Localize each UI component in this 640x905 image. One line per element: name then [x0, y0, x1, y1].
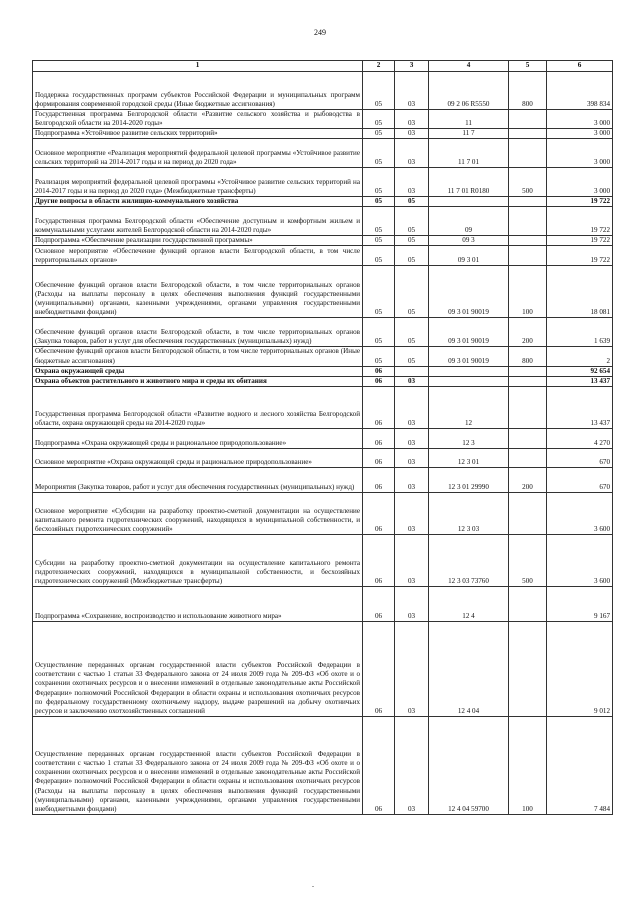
cell-subsection: 05	[395, 266, 429, 318]
cell-section: 05	[363, 318, 395, 347]
cell-amount: 19 722	[547, 197, 613, 207]
cell-subsection: 05	[395, 246, 429, 266]
cell-section: 06	[363, 467, 395, 492]
cell-expense-type: 100	[509, 716, 547, 814]
cell-section: 05	[363, 72, 395, 110]
header-col-2: 2	[363, 61, 395, 72]
cell-amount: 670	[547, 467, 613, 492]
cell-subsection: 03	[395, 621, 429, 716]
cell-target-article: 11 7	[429, 129, 509, 139]
cell-amount: 13 437	[547, 386, 613, 428]
cell-section: 05	[363, 168, 395, 197]
cell-subsection: 03	[395, 492, 429, 534]
table-row	[33, 448, 613, 467]
cell-target-article: 09 3 01 90019	[429, 347, 509, 366]
table-row	[33, 621, 613, 716]
cell-name: Государственная программа Белгородской области «Обеспечение доступным и комфортным жильем и коммунальными услугами жителей Белгородской области на 2014-2020 годы»	[33, 207, 363, 236]
cell-name: Обеспечение функций органов власти Белгородской области, в том числе территориальных органов (Закупка товаров, работ и услуг для обеспечения государственных (муниципальных) нужд)	[33, 318, 363, 347]
header-row	[33, 61, 613, 72]
cell-amount: 398 834	[547, 72, 613, 110]
budget-table	[32, 60, 613, 815]
cell-expense-type	[509, 621, 547, 716]
cell-section: 05	[363, 129, 395, 139]
cell-target-article: 11	[429, 110, 509, 129]
cell-name: Реализация мероприятий федеральной целевой программы «Устойчивое развитие сельских территорий на 2014-2017 годы и на период до 2020 года» (Межбюджетные трансферты)	[33, 168, 363, 197]
cell-subsection: 03	[395, 72, 429, 110]
cell-amount: 3 000	[547, 110, 613, 129]
cell-expense-type: 200	[509, 318, 547, 347]
cell-subsection: 03	[395, 168, 429, 197]
page-number: 249	[314, 28, 326, 37]
cell-section: 06	[363, 492, 395, 534]
cell-subsection: 03	[395, 386, 429, 428]
cell-expense-type: 500	[509, 168, 547, 197]
cell-amount: 4 270	[547, 428, 613, 448]
cell-name: Основное мероприятие «Реализация мероприятий федеральной целевой программы «Устойчивое развитие сельских территорий на 2014-2017 годы и на период до 2020 года»	[33, 139, 363, 168]
cell-target-article: 09	[429, 207, 509, 236]
cell-expense-type	[509, 110, 547, 129]
cell-name: Другие вопросы в области жилищно-коммунального хозяйства	[33, 197, 363, 207]
header-col-4: 4	[429, 61, 509, 72]
cell-target-article	[429, 197, 509, 207]
cell-amount: 9 012	[547, 621, 613, 716]
cell-target-article: 12 4 04 59700	[429, 716, 509, 814]
cell-expense-type	[509, 246, 547, 266]
cell-expense-type	[509, 207, 547, 236]
cell-target-article: 09 3 01 90019	[429, 318, 509, 347]
table-row	[33, 492, 613, 534]
cell-amount: 3 600	[547, 492, 613, 534]
cell-amount: 1 639	[547, 318, 613, 347]
cell-target-article: 09 3 01 90019	[429, 266, 509, 318]
cell-target-article	[429, 366, 509, 376]
cell-name: Осуществление переданных органам государственной власти субъектов Российской Федерации в соответствии с частью 1 статьи 33 Федерального закона от 24 июля 2009 года № 209-ФЗ «Об охоте и о сохранении охотничьих ресурсов и о внесении изменений в отдельные законодательные акты Российской Федерации» полномочий Российской Федерации в области охраны и использования охотничьих ресурсов (Расходы на выплаты персоналу в целях обеспечения выполнения функций государственными (муниципальными) органами, казенными учреждениями, органами управления государственными внебюджетными фондами)	[33, 716, 363, 814]
table-row	[33, 207, 613, 236]
table-row	[33, 168, 613, 197]
cell-expense-type	[509, 236, 547, 246]
cell-name: Основное мероприятие «Охрана окружающей среды и рациональное природопользование»	[33, 448, 363, 467]
cell-name: Подпрограмма «Обеспечение реализации государственной программы»	[33, 236, 363, 246]
table-row	[33, 467, 613, 492]
cell-expense-type: 800	[509, 72, 547, 110]
table-row	[33, 197, 613, 207]
cell-section: 05	[363, 207, 395, 236]
cell-expense-type	[509, 492, 547, 534]
cell-subsection: 05	[395, 347, 429, 366]
cell-target-article	[429, 376, 509, 386]
cell-name: Подпрограмма «Сохранение, воспроизводство и использование животного мира»	[33, 586, 363, 621]
cell-section: 06	[363, 621, 395, 716]
cell-target-article: 09 2 06 R5550	[429, 72, 509, 110]
table-row	[33, 534, 613, 586]
cell-expense-type: 200	[509, 467, 547, 492]
cell-section: 06	[363, 716, 395, 814]
cell-expense-type	[509, 376, 547, 386]
cell-name: Основное мероприятие «Обеспечение функций органов власти Белгородской области, в том числе территориальных органов»	[33, 246, 363, 266]
cell-amount: 3 600	[547, 534, 613, 586]
cell-section: 05	[363, 110, 395, 129]
cell-expense-type	[509, 586, 547, 621]
cell-subsection: 03	[395, 716, 429, 814]
cell-target-article: 11 7 01	[429, 139, 509, 168]
cell-amount: 9 167	[547, 586, 613, 621]
cell-target-article: 12 3 01	[429, 448, 509, 467]
table-row	[33, 716, 613, 814]
cell-section: 05	[363, 236, 395, 246]
cell-target-article: 12 4	[429, 586, 509, 621]
cell-expense-type: 100	[509, 266, 547, 318]
header-col-5: 5	[509, 61, 547, 72]
cell-section: 05	[363, 347, 395, 366]
cell-name: Охрана окружающей среды	[33, 366, 363, 376]
cell-amount: 3 000	[547, 129, 613, 139]
footer-mark: .	[312, 880, 314, 889]
cell-amount: 19 722	[547, 207, 613, 236]
table-row	[33, 586, 613, 621]
cell-section: 05	[363, 139, 395, 168]
cell-subsection: 05	[395, 207, 429, 236]
cell-name: Обеспечение функций органов власти Белгородской области, в том числе территориальных органов (Иные бюджетные ассигнования)	[33, 347, 363, 366]
table-row	[33, 72, 613, 110]
cell-subsection: 05	[395, 197, 429, 207]
cell-section: 06	[363, 376, 395, 386]
table-row	[33, 347, 613, 366]
cell-target-article: 12 3 03	[429, 492, 509, 534]
cell-section: 06	[363, 586, 395, 621]
cell-name: Государственная программа Белгородской области «Развитие сельского хозяйства и рыбоводства в Белгородской области на 2014-2020 годы»	[33, 110, 363, 129]
cell-subsection: 03	[395, 586, 429, 621]
cell-target-article: 12 4 04	[429, 621, 509, 716]
cell-section: 05	[363, 197, 395, 207]
cell-name: Основное мероприятие «Субсидии на разработку проектно-сметной документации на осуществление капитального ремонта гидротехнических сооружений, находящихся в муниципальной собственности, и бесхозяйных гидротехнических сооружений»	[33, 492, 363, 534]
cell-amount: 13 437	[547, 376, 613, 386]
cell-section: 06	[363, 534, 395, 586]
cell-expense-type	[509, 139, 547, 168]
table-row	[33, 428, 613, 448]
cell-target-article: 12 3 03 73760	[429, 534, 509, 586]
cell-name: Подпрограмма «Охрана окружающей среды и рациональное природопользование»	[33, 428, 363, 448]
cell-name: Мероприятия (Закупка товаров, работ и услуг для обеспечения государственных (муниципальных) нужд)	[33, 467, 363, 492]
cell-section: 06	[363, 428, 395, 448]
cell-amount: 670	[547, 448, 613, 467]
cell-name: Субсидии на разработку проектно-сметной документации на осуществление капитального ремонта гидротехнических сооружений, находящихся в муниципальной собственности, и бесхозяйных гидротехнических сооружений (Межбюджетные трансферты)	[33, 534, 363, 586]
table-body	[33, 72, 613, 815]
table-row	[33, 386, 613, 428]
cell-amount: 92 654	[547, 366, 613, 376]
cell-target-article: 12 3	[429, 428, 509, 448]
cell-expense-type	[509, 448, 547, 467]
cell-subsection: 05	[395, 318, 429, 347]
cell-amount: 19 722	[547, 246, 613, 266]
cell-expense-type	[509, 428, 547, 448]
table-row	[33, 236, 613, 246]
table-row	[33, 366, 613, 376]
cell-amount: 18 081	[547, 266, 613, 318]
cell-name: Поддержка государственных программ субъектов Российской Федерации и муниципальных программ формирования современной городской среды (Иные бюджетные ассигнования)	[33, 72, 363, 110]
cell-subsection: 03	[395, 534, 429, 586]
cell-expense-type: 800	[509, 347, 547, 366]
table-row	[33, 110, 613, 129]
cell-name: Охрана объектов растительного и животного мира и среды их обитания	[33, 376, 363, 386]
cell-expense-type: 500	[509, 534, 547, 586]
cell-amount: 3 000	[547, 168, 613, 197]
cell-name: Осуществление переданных органам государственной власти субъектов Российской Федерации в соответствии с частью 1 статьи 33 Федерального закона от 24 июля 2009 года № 209-ФЗ «Об охоте и о сохранении охотничьих ресурсов и о внесении изменений в отдельные законодательные акты Российской Федерации» полномочий Российской Федерации в области охраны и использования охотничьих ресурсов по федеральному государственному охотничьему надзору, выдаче разрешений на добычу охотничьих ресурсов и заключению охотхозяйственных соглашений	[33, 621, 363, 716]
cell-section: 06	[363, 366, 395, 376]
cell-subsection: 03	[395, 139, 429, 168]
cell-subsection: 03	[395, 467, 429, 492]
header-col-6: 6	[547, 61, 613, 72]
table-row	[33, 318, 613, 347]
cell-section: 06	[363, 448, 395, 467]
cell-subsection	[395, 366, 429, 376]
cell-target-article: 11 7 01 R0180	[429, 168, 509, 197]
cell-target-article: 12 3 01 29990	[429, 467, 509, 492]
cell-subsection: 03	[395, 428, 429, 448]
cell-target-article: 12	[429, 386, 509, 428]
cell-subsection: 05	[395, 236, 429, 246]
cell-target-article: 09 3	[429, 236, 509, 246]
cell-section: 06	[363, 386, 395, 428]
cell-amount: 7 484	[547, 716, 613, 814]
cell-subsection: 03	[395, 376, 429, 386]
cell-section: 05	[363, 266, 395, 318]
cell-amount: 19 722	[547, 236, 613, 246]
header-col-3: 3	[395, 61, 429, 72]
cell-expense-type	[509, 386, 547, 428]
table-row	[33, 129, 613, 139]
table-row	[33, 139, 613, 168]
cell-expense-type	[509, 129, 547, 139]
cell-section: 05	[363, 246, 395, 266]
cell-amount: 3 000	[547, 139, 613, 168]
cell-amount: 2	[547, 347, 613, 366]
table-row	[33, 266, 613, 318]
cell-subsection: 03	[395, 448, 429, 467]
cell-name: Государственная программа Белгородской области «Развитие водного и лесного хозяйства Белгородской области, охрана окружающей среды на 2014-2020 годы»	[33, 386, 363, 428]
cell-subsection: 03	[395, 129, 429, 139]
header-col-1: 1	[33, 61, 363, 72]
cell-name: Обеспечение функций органов власти Белгородской области, в том числе территориальных органов (Расходы на выплаты персоналу в целях обеспечения выполнения функций государственными (муниципальными) органами, казенными учреждениями, органами управления государственными внебюджетными фондами)	[33, 266, 363, 318]
cell-expense-type	[509, 197, 547, 207]
cell-name: Подпрограмма «Устойчивое развитие сельских территорий»	[33, 129, 363, 139]
table-row	[33, 376, 613, 386]
cell-subsection: 03	[395, 110, 429, 129]
cell-target-article: 09 3 01	[429, 246, 509, 266]
cell-expense-type	[509, 366, 547, 376]
table-row	[33, 246, 613, 266]
